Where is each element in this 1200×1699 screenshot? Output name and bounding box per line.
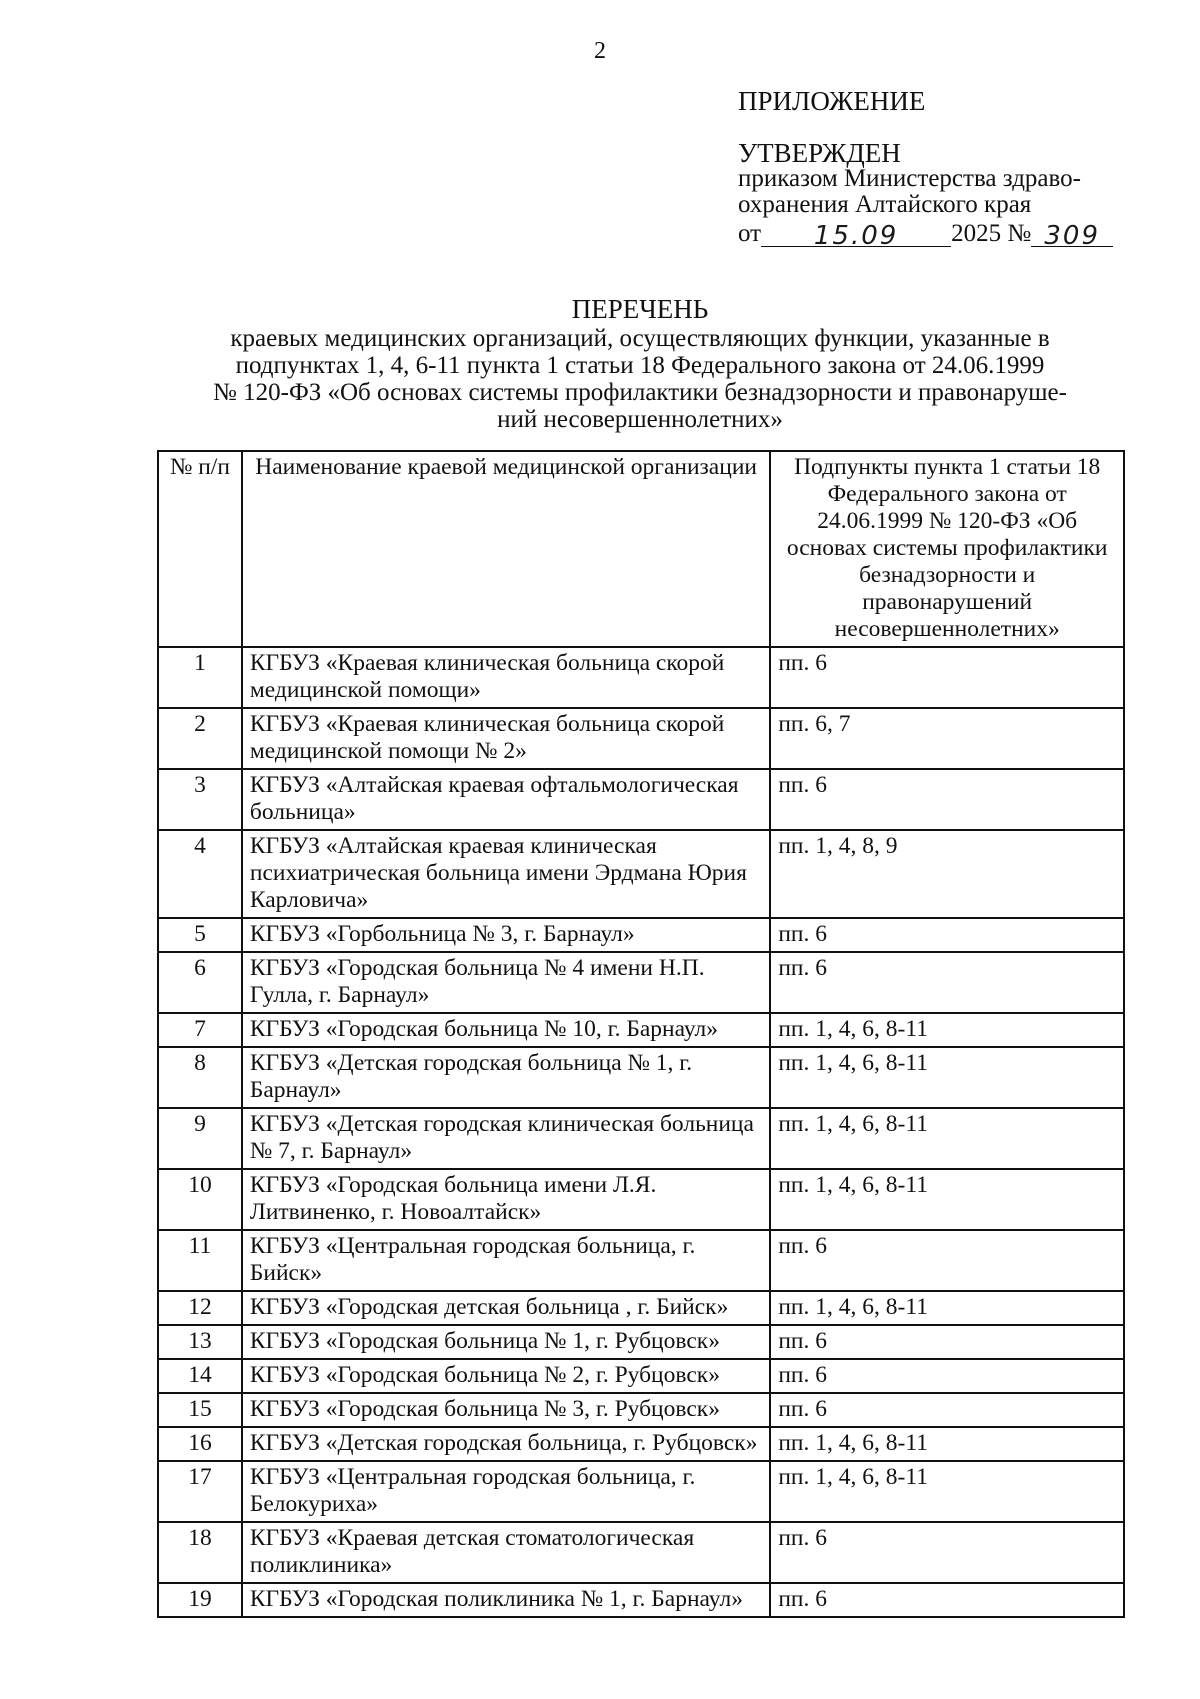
table-row xyxy=(158,1013,1124,1047)
row-number: 5 xyxy=(158,918,242,952)
subitems-value: пп. 6 xyxy=(770,1230,1124,1291)
table-row xyxy=(158,1047,1124,1108)
organization-name: КГБУЗ «Детская городская клиническая больница № 7, г. Барнаул» xyxy=(242,1108,770,1169)
subitems-value: пп. 1, 4, 6, 8-11 xyxy=(770,1427,1124,1461)
order-line-2: охранения Алтайского края xyxy=(738,191,1032,218)
table-row xyxy=(158,647,1124,708)
document-title xyxy=(150,296,1130,433)
organization-name: КГБУЗ «Детская городская больница № 1, г. Барнаул» xyxy=(242,1047,770,1108)
organization-name: КГБУЗ «Городская больница № 3, г. Рубцовск» xyxy=(242,1393,770,1427)
subitems-value: пп. 1, 4, 6, 8-11 xyxy=(770,1169,1124,1230)
date-prefix: от xyxy=(738,220,762,247)
header-subitems: Подпункты пункта 1 статьи 18 Федерального закона от 24.06.1999 № 120-ФЗ «Об основах системы профилактики безнадзорности и правонарушений несовершеннолетних» xyxy=(770,451,1124,647)
table-row xyxy=(158,1393,1124,1427)
header-num: № п/п xyxy=(158,451,242,647)
subitems-value: пп. 6 xyxy=(770,1325,1124,1359)
approved-label: УТВЕРЖДЕН xyxy=(738,138,901,168)
organization-name: КГБУЗ «Городская поликлиника № 1, г. Барнаул» xyxy=(242,1583,770,1617)
subitems-value: пп. 6 xyxy=(770,1359,1124,1393)
table-row xyxy=(158,1108,1124,1169)
organization-name: КГБУЗ «Краевая детская стоматологическая поликлиника» xyxy=(242,1522,770,1583)
table-row xyxy=(158,952,1124,1013)
organization-name: КГБУЗ «Городская больница № 1, г. Рубцовск» xyxy=(242,1325,770,1359)
row-number: 6 xyxy=(158,952,242,1013)
table-row xyxy=(158,708,1124,769)
organization-name: КГБУЗ «Горбольница № 3, г. Барнаул» xyxy=(242,918,770,952)
table-row xyxy=(158,918,1124,952)
organization-name: КГБУЗ «Городская больница № 10, г. Барнаул» xyxy=(242,1013,770,1047)
subitems-value: пп. 1, 4, 6, 8-11 xyxy=(770,1291,1124,1325)
row-number: 7 xyxy=(158,1013,242,1047)
date-number-line xyxy=(738,218,1178,251)
table-row xyxy=(158,1325,1124,1359)
row-number: 2 xyxy=(158,708,242,769)
row-number: 3 xyxy=(158,769,242,830)
row-number: 14 xyxy=(158,1359,242,1393)
organization-name: КГБУЗ «Городская больница имени Л.Я. Литвиненко, г. Новоалтайск» xyxy=(242,1169,770,1230)
handwritten-number: 309 xyxy=(1044,221,1101,251)
organization-name: КГБУЗ «Городская больница № 2, г. Рубцовск» xyxy=(242,1359,770,1393)
organizations-table xyxy=(157,450,1125,1618)
row-number: 10 xyxy=(158,1169,242,1230)
organization-name: КГБУЗ «Алтайская краевая офтальмологическая больница» xyxy=(242,769,770,830)
table-row xyxy=(158,1461,1124,1522)
order-line-1: приказом Министерства здраво- xyxy=(738,165,1081,192)
order-number-field xyxy=(1031,218,1113,251)
organization-name: КГБУЗ «Центральная городская больница, г. Бийск» xyxy=(242,1230,770,1291)
subitems-value: пп. 6, 7 xyxy=(770,708,1124,769)
subitems-value: пп. 6 xyxy=(770,1583,1124,1617)
organization-name: КГБУЗ «Детская городская больница, г. Рубцовск» xyxy=(242,1427,770,1461)
table-header-row xyxy=(158,451,1124,647)
table-row xyxy=(158,1291,1124,1325)
table-row xyxy=(158,1230,1124,1291)
approval-stamp xyxy=(738,86,1178,251)
appendix-label: ПРИЛОЖЕНИЕ xyxy=(738,86,926,116)
handwritten-date: 15.09 xyxy=(813,221,899,251)
title-line-4: ний несовершеннолетних» xyxy=(497,406,783,433)
organization-name: КГБУЗ «Краевая клиническая больница скорой медицинской помощи № 2» xyxy=(242,708,770,769)
date-field xyxy=(761,218,951,251)
table-row xyxy=(158,1522,1124,1583)
subitems-value: пп. 1, 4, 6, 8-11 xyxy=(770,1013,1124,1047)
subitems-value: пп. 6 xyxy=(770,647,1124,708)
row-number: 1 xyxy=(158,647,242,708)
organization-name: КГБУЗ «Городская больница № 4 имени Н.П. Гулла, г. Барнаул» xyxy=(242,952,770,1013)
subitems-value: пп. 1, 4, 6, 8-11 xyxy=(770,1108,1124,1169)
row-number: 13 xyxy=(158,1325,242,1359)
table-row xyxy=(158,1359,1124,1393)
row-number: 17 xyxy=(158,1461,242,1522)
table-row xyxy=(158,1583,1124,1617)
title-line-3: № 120-ФЗ «Об основах системы профилактики безнадзорности и правонаруше- xyxy=(213,379,1067,406)
year-text: 2025 № xyxy=(951,220,1032,247)
organization-name: КГБУЗ «Центральная городская больница, г. Белокуриха» xyxy=(242,1461,770,1522)
row-number: 18 xyxy=(158,1522,242,1583)
title-heading: ПЕРЕЧЕНЬ xyxy=(571,294,709,324)
organization-name: КГБУЗ «Краевая клиническая больница скорой медицинской помощи» xyxy=(242,647,770,708)
page-number: 2 xyxy=(594,38,606,64)
row-number: 15 xyxy=(158,1393,242,1427)
subitems-value: пп. 1, 4, 6, 8-11 xyxy=(770,1047,1124,1108)
row-number: 4 xyxy=(158,830,242,918)
row-number: 19 xyxy=(158,1583,242,1617)
subitems-value: пп. 6 xyxy=(770,769,1124,830)
header-name: Наименование краевой медицинской организации xyxy=(242,451,770,647)
row-number: 8 xyxy=(158,1047,242,1108)
subitems-value: пп. 1, 4, 8, 9 xyxy=(770,830,1124,918)
table-row xyxy=(158,769,1124,830)
organization-name: КГБУЗ «Городская детская больница , г. Бийск» xyxy=(242,1291,770,1325)
title-line-1: краевых медицинских организаций, осуществляющих функции, указанные в xyxy=(230,325,1050,352)
row-number: 12 xyxy=(158,1291,242,1325)
row-number: 9 xyxy=(158,1108,242,1169)
subitems-value: пп. 6 xyxy=(770,952,1124,1013)
subitems-value: пп. 6 xyxy=(770,1522,1124,1583)
table-row xyxy=(158,1427,1124,1461)
title-line-2: подпунктах 1, 4, 6-11 пункта 1 статьи 18 Федерального закона от 24.06.1999 xyxy=(235,352,1045,379)
subitems-value: пп. 1, 4, 6, 8-11 xyxy=(770,1461,1124,1522)
row-number: 11 xyxy=(158,1230,242,1291)
organization-name: КГБУЗ «Алтайская краевая клиническая психиатрическая больница имени Эрдмана Юрия Карловича» xyxy=(242,830,770,918)
table-row xyxy=(158,830,1124,918)
subitems-value: пп. 6 xyxy=(770,1393,1124,1427)
subitems-value: пп. 6 xyxy=(770,918,1124,952)
row-number: 16 xyxy=(158,1427,242,1461)
table-row xyxy=(158,1169,1124,1230)
